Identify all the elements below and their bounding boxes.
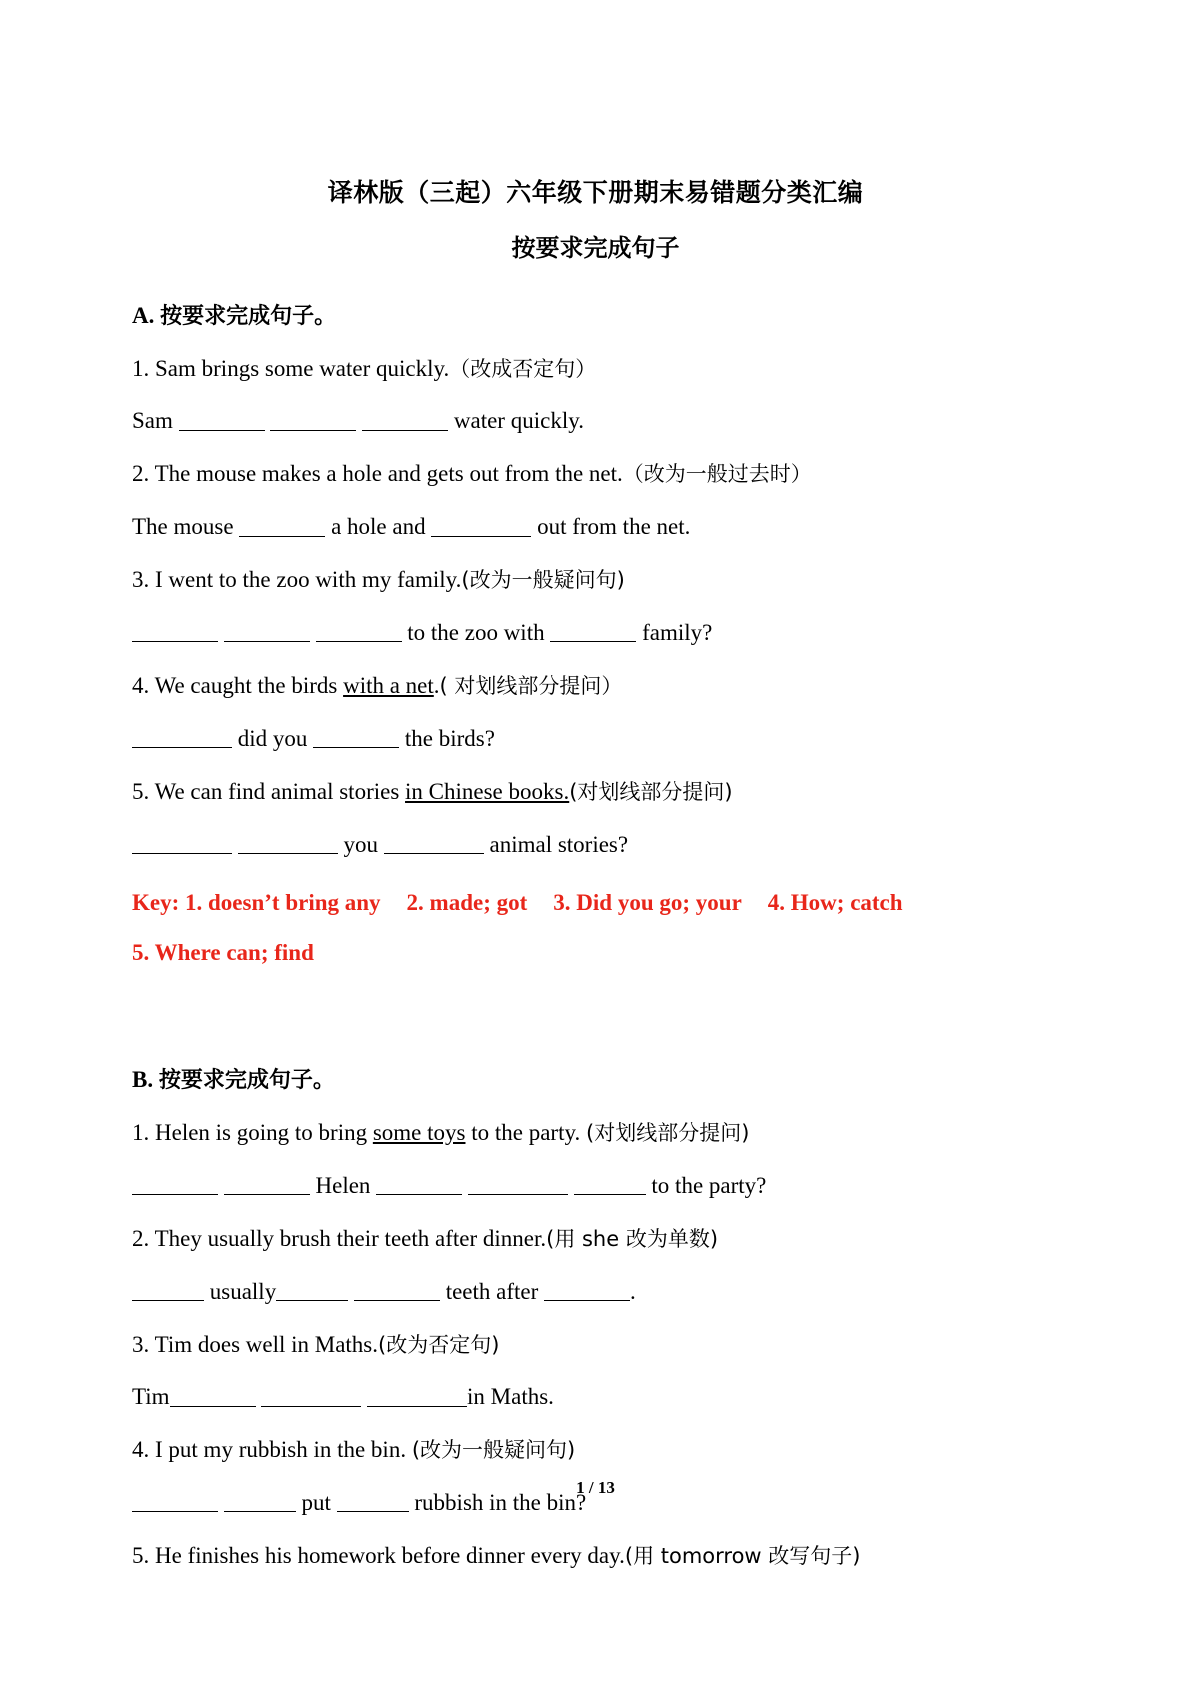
answer-a2 (132, 489, 1059, 542)
question-a5-underlined-phrase: in Chinese books. (405, 779, 570, 805)
question-b4-text: I put my rubbish in the bin. (155, 1437, 412, 1463)
answer-key-item-4: 4. How; catch (767, 890, 903, 916)
question-b3-text: Tim does well in Maths. (154, 1331, 379, 1357)
answer-blank[interactable] (224, 1170, 310, 1195)
answer-blank[interactable] (224, 617, 310, 642)
answer-blank[interactable] (574, 1170, 646, 1195)
answer-blank[interactable] (316, 617, 402, 642)
answer-a2-suffix: out from the net. (537, 514, 691, 540)
page-footer (0, 1478, 1191, 1498)
answer-blank[interactable] (132, 1170, 218, 1195)
page-title (132, 0, 1059, 209)
answer-b2 (132, 1254, 1059, 1307)
question-b5-number: 5. (132, 1543, 150, 1569)
question-b5 (132, 1518, 1059, 1571)
section-b-heading-text: 按要求完成句子。 (158, 1067, 335, 1093)
question-a1-text: Sam brings some water quickly. (155, 355, 450, 381)
answer-blank[interactable] (179, 405, 265, 430)
answer-blank[interactable] (132, 829, 232, 854)
question-a3-text: I went to the zoo with my family. (155, 567, 462, 593)
answer-b4-suffix: rubbish in the bin? (414, 1490, 587, 1516)
question-a4-underlined-phrase: with a net (343, 673, 434, 699)
section-b-label: B. (132, 1066, 154, 1092)
answer-a4-suffix: the birds? (404, 726, 495, 752)
answer-a1-prefix: Sam (132, 408, 173, 434)
question-b3-number: 3. (132, 1331, 150, 1357)
question-a2 (132, 436, 1059, 489)
section-b-heading (132, 1028, 1059, 1095)
question-a4 (132, 648, 1059, 701)
question-a5-instruction: (对划线部分提问) (569, 780, 733, 805)
question-a3-number: 3. (132, 567, 150, 593)
question-b1-instruction: (对划线部分提问) (586, 1120, 750, 1145)
answer-blank[interactable] (261, 1381, 361, 1406)
page-title-text: 译林版（三起）六年级下册期末易错题分类汇编 (327, 178, 864, 207)
question-b4 (132, 1412, 1059, 1465)
answer-b2-suffix: teeth after (445, 1278, 539, 1304)
question-a4-instruction: ( 对划线部分提问） (439, 674, 623, 699)
question-b1-text-end: to the party. (465, 1119, 586, 1145)
answer-key-line-1 (132, 860, 1059, 918)
question-b1-number: 1. (132, 1119, 150, 1145)
answer-blank[interactable] (270, 405, 356, 430)
answer-b1-suffix: to the party? (651, 1172, 767, 1198)
question-b4-instruction: (改为一般疑问句) (411, 1438, 576, 1463)
question-a5-text: We can find animal stories (154, 779, 406, 805)
answer-b1-middle: Helen (315, 1172, 371, 1198)
section-a-heading-text: 按要求完成句子。 (160, 303, 337, 329)
question-a2-text: The mouse makes a hole and gets out from the net. (154, 461, 623, 487)
question-b3 (132, 1307, 1059, 1360)
answer-b2-end: . (630, 1278, 636, 1304)
answer-blank[interactable] (132, 617, 218, 642)
section-a-heading (132, 264, 1059, 331)
answer-blank[interactable] (238, 829, 338, 854)
answer-blank[interactable] (362, 405, 448, 430)
answer-a1 (132, 383, 1059, 436)
answer-a5-suffix: animal stories? (489, 832, 629, 858)
answer-blank[interactable] (367, 1381, 467, 1406)
question-a3-instruction: (改为一般疑问句) (461, 568, 625, 593)
answer-b3-prefix: Tim (132, 1384, 170, 1410)
question-b2 (132, 1201, 1059, 1254)
answer-blank[interactable] (354, 1276, 440, 1301)
answer-b2-middle: usually (209, 1278, 277, 1304)
question-a1-instruction: （改成否定句） (449, 356, 597, 381)
answer-blank[interactable] (276, 1276, 348, 1301)
question-b2-number: 2. (132, 1225, 150, 1251)
answer-blank[interactable] (170, 1381, 256, 1406)
question-a5 (132, 754, 1059, 807)
answer-b3 (132, 1359, 1059, 1412)
question-b1 (132, 1095, 1059, 1148)
question-a4-text-end: . (433, 673, 440, 699)
question-a2-instruction: （改为一般过去时） (622, 462, 812, 487)
question-a5-number: 5. (132, 779, 150, 805)
answer-blank[interactable] (239, 511, 325, 536)
answer-a5-middle: you (343, 832, 378, 858)
answer-blank[interactable] (384, 829, 484, 854)
answer-blank[interactable] (376, 1170, 462, 1195)
question-b5-instruction: (用 tomorrow 改写句子) (624, 1544, 861, 1569)
question-b1-text: Helen is going to bring (155, 1119, 373, 1145)
answer-b4-middle: put (301, 1490, 331, 1516)
answer-blank[interactable] (132, 1276, 204, 1301)
answer-a4-middle: did you (237, 726, 308, 752)
question-a1-number: 1. (132, 355, 150, 381)
answer-key-item-1: Key: 1. doesn’t bring any (132, 890, 381, 916)
answer-a2-middle: a hole and (331, 514, 426, 540)
question-a3 (132, 542, 1059, 595)
answer-a3 (132, 595, 1059, 648)
section-a-label: A. (132, 302, 155, 328)
answer-key-item-2: 2. made; got (406, 890, 528, 916)
answer-key-line-2 (132, 918, 1059, 968)
question-a4-text: We caught the birds (154, 673, 344, 699)
answer-blank[interactable] (132, 723, 232, 748)
answer-a1-suffix: water quickly. (453, 408, 584, 434)
question-b5-text: He finishes his homework before dinner every day. (155, 1543, 625, 1569)
answer-a2-prefix: The mouse (132, 514, 234, 540)
question-a4-number: 4. (132, 673, 150, 699)
answer-blank[interactable] (468, 1170, 568, 1195)
answer-blank[interactable] (550, 617, 636, 642)
question-b2-instruction: (用 she 改为单数) (546, 1226, 719, 1251)
section-divider-space (132, 968, 1059, 1028)
question-a1 (132, 331, 1059, 384)
question-a2-number: 2. (132, 461, 150, 487)
answer-blank[interactable] (431, 511, 531, 536)
question-b1-underlined-phrase: some toys (372, 1119, 466, 1145)
answer-b1 (132, 1148, 1059, 1201)
question-b2-text: They usually brush their teeth after dinner. (154, 1225, 547, 1251)
answer-key-item-3: 3. Did you go; your (553, 890, 742, 916)
page-subtitle-text: 按要求完成句子 (511, 234, 680, 262)
question-b4-number: 4. (132, 1437, 150, 1463)
answer-blank[interactable] (544, 1276, 630, 1301)
question-b3-instruction: (改为否定句) (378, 1332, 500, 1357)
answer-blank[interactable] (313, 723, 399, 748)
answer-key-item-5: 5. Where can; find (132, 940, 314, 966)
answer-a5 (132, 807, 1059, 860)
answer-b3-suffix: in Maths. (467, 1384, 554, 1410)
page-subtitle (132, 209, 1059, 264)
answer-a3-middle: to the zoo with (407, 620, 545, 646)
answer-a3-suffix: family? (642, 620, 713, 646)
page-number: 1 / 13 (576, 1478, 615, 1497)
answer-a4 (132, 701, 1059, 754)
